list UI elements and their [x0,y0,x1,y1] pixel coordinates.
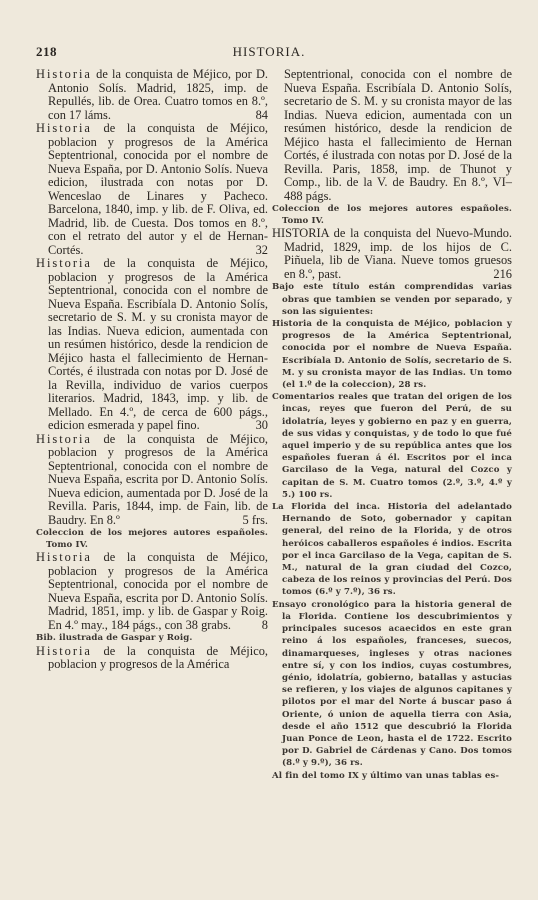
entry-lead-word: Historia [36,431,92,446]
catalog-entry [36,551,268,632]
running-title: HISTORIA. [232,44,306,59]
entry-text: Septentrional, conocida con el nombre de Nueva España. Escribíala D. Antonio Solís, secretario de S. M. y su cronista mayor de las Indias. Nueva edicion, aumentada con un resúmen histórico, desde la rendicion de Méjico hasta el fallecimiento de Hernan Cortés, é ilustrada con notas por D. José de la Revilla. Paris, 1858, imp. de Thunot y Comp., lib. de la V. de Baudry. En 8.º, VI–488 págs. [284,67,512,203]
catalog-note: Bib. ilustrada de Gaspar y Roig. [36,633,193,644]
catalog-note: Coleccion de los mejores autores españoles. Tomo IV. [272,204,512,227]
entry-text: HISTORIA de la conquista del Nuevo-Mundo. Madrid, 1829, imp. de los hijos de C. Piñuela, lib de Viana. Nueve tomos gruesos en 8.º, past. [272,226,512,281]
catalog-entry [36,433,268,528]
entry-price: 216 [493,266,512,281]
entry-lead-word: Historia [36,121,92,135]
catalog-note: Coleccion de los mejores autores españoles. Tomo IV. [36,528,268,551]
entry-price: 5 frs. [242,512,268,527]
catalog-entry [36,645,268,672]
entry-price: 30 [255,418,268,432]
page-header [36,44,502,64]
entry-price: 84 [255,107,268,122]
entry-lead-word: Historia [36,643,92,658]
entry-price: 8 [261,617,268,632]
entry-lead-word: Historia [36,550,92,565]
catalog-entry [272,68,512,203]
catalog-entry [36,257,268,433]
left-column [36,68,268,672]
catalog-note: La Florida del inca. Historia del adelantado Hernando de Soto, gobernador y capitan general, del reino de la Florida, y de otros heróicos caballeros españoles é indios. Escrita por el inca Garcilaso de la Vega, capitan de S. M., natural de la gran ciudad del Cozco, cabeza de los reinos y provincias del Perú. Dos tomos (6.º y 7.º), 36 rs. [272,502,512,598]
entry-text: de la conquista de Méjico, poblacion y progresos de la América Septentrional, conocida con el nombre de Nueva España. Escribíala D. Antonio Solís, secretario de S. M. y su cronista mayor de las Indias. Nueva edicion, aumentada con un resúmen histórico, desde la rendicion de Méjico hasta el fallecimiento de Hernan-Cortés, é ilustrada con notas por D. José de la Revilla, individuo de varios cuerpos literarios. Madrid, 1843, imp. y lib. de Mellado. En 4.º, de cerca de 600 págs., edicion esmerada y papel fino. [48,256,268,432]
catalog-note: Historia de la conquista de Méjico, poblacion y progresos de la América Septentrional, conocida por el nombre de Nueva España. Escribíala D. Antonio de Solís, secretario de S. M. y su cronista mayor de las Indias. Un tomo (el 1.º de la coleccion), 28 rs. [272,319,512,391]
entry-lead-word: Historia [36,256,92,270]
entry-lead-word: Historia [36,67,92,81]
catalog-entry [36,122,268,257]
catalog-note: Al fin del tomo IX y último van unas tablas es- [272,770,500,781]
catalog-entry [272,227,512,281]
entry-text: de la conquista de Méjico, poblacion y progresos de la América Septentrional, conocida por el nombre de Nueva España, escrita por D. Antonio Solís. Madrid, 1851, imp. y lib. de Gaspar y Roig. En 4.º may., 184 págs., con 38 grabs. [48,550,268,632]
right-column [272,68,512,782]
catalog-note: Ensayo cronológico para la historia general de la Florida. Contiene los descubrimientos y principales sucesos acaecidos en este gran reino á los españoles, franceses, suecos, dinamarqueses, ingleses y otras naciones entre sí, y con los indios, cuyas costumbres, génio, idolatría, gobierno, batallas y astucias se refieren, y los viajes de algunos capitanes y pilotos por el mar del Norte á buscar paso á Oriente, ó union de aquella tierra con Asia, desde el año 1512 que descubrió la Florida Juan Ponce de Leon, hasta el de 1722. Escrito por D. Gabriel de Cárdenas y Cano. Dos tomos (8.º y 9.º), 36 rs. [272,599,512,769]
entry-text: de la conquista de Méjico, poblacion y progresos de la América [48,643,268,672]
entry-text: de la conquista de Méjico, poblacion y progresos de la América Septentrional, conocida con el nombre de Nueva España, escrita por D. Antonio Solís. Nueva edicion, aumentada por D. José de la Revilla. Paris, 1844, imp. de Fain, lib. de Baudry. En 8.º [48,431,268,527]
catalog-entry [36,68,268,122]
catalog-note: Comentarios reales que tratan del origen de los incas, reyes que fueron del Perú, de su idolatría, leyes y gobierno en paz y en guerra, de sus vidas y conquistas, y de todo lo que fué aquel imperio y de su república antes que los españoles fueran á él. Escritos por el inca Garcilaso de la Vega, natural del Cozco y capitan de S. M. Cuatro tomos (2.º, 3.º, 4.º y 5.) 100 rs. [272,392,512,500]
entry-text: de la conquista de Méjico, poblacion y progresos de la América Septentrional, conocida por el nombre de Nueva España, por D. Antonio Solís. Nueva edicion, ilustrada con notas por D. Wenceslao de Linares y Pacheco. Barcelona, 1840, imp. y lib. de F. Oliva, ed. Madrid, lib. de Cuesta. Dos tomos en 8.º, con el retrato del autor y el de Hernan-Cortés. [48,121,268,257]
page-number: 218 [36,44,57,59]
catalog-note: Bajo este título están comprendidas varias obras que tambien se venden por separado, y son las siguientes: [272,282,512,317]
entry-text: de la conquista de Méjico, por D. Antonio Solís. Madrid, 1825, imp. de Repullés, lib. de Orea. Cuatro tomos en 8.º, con 17 láms. [48,67,268,122]
entry-price: 32 [255,242,268,257]
